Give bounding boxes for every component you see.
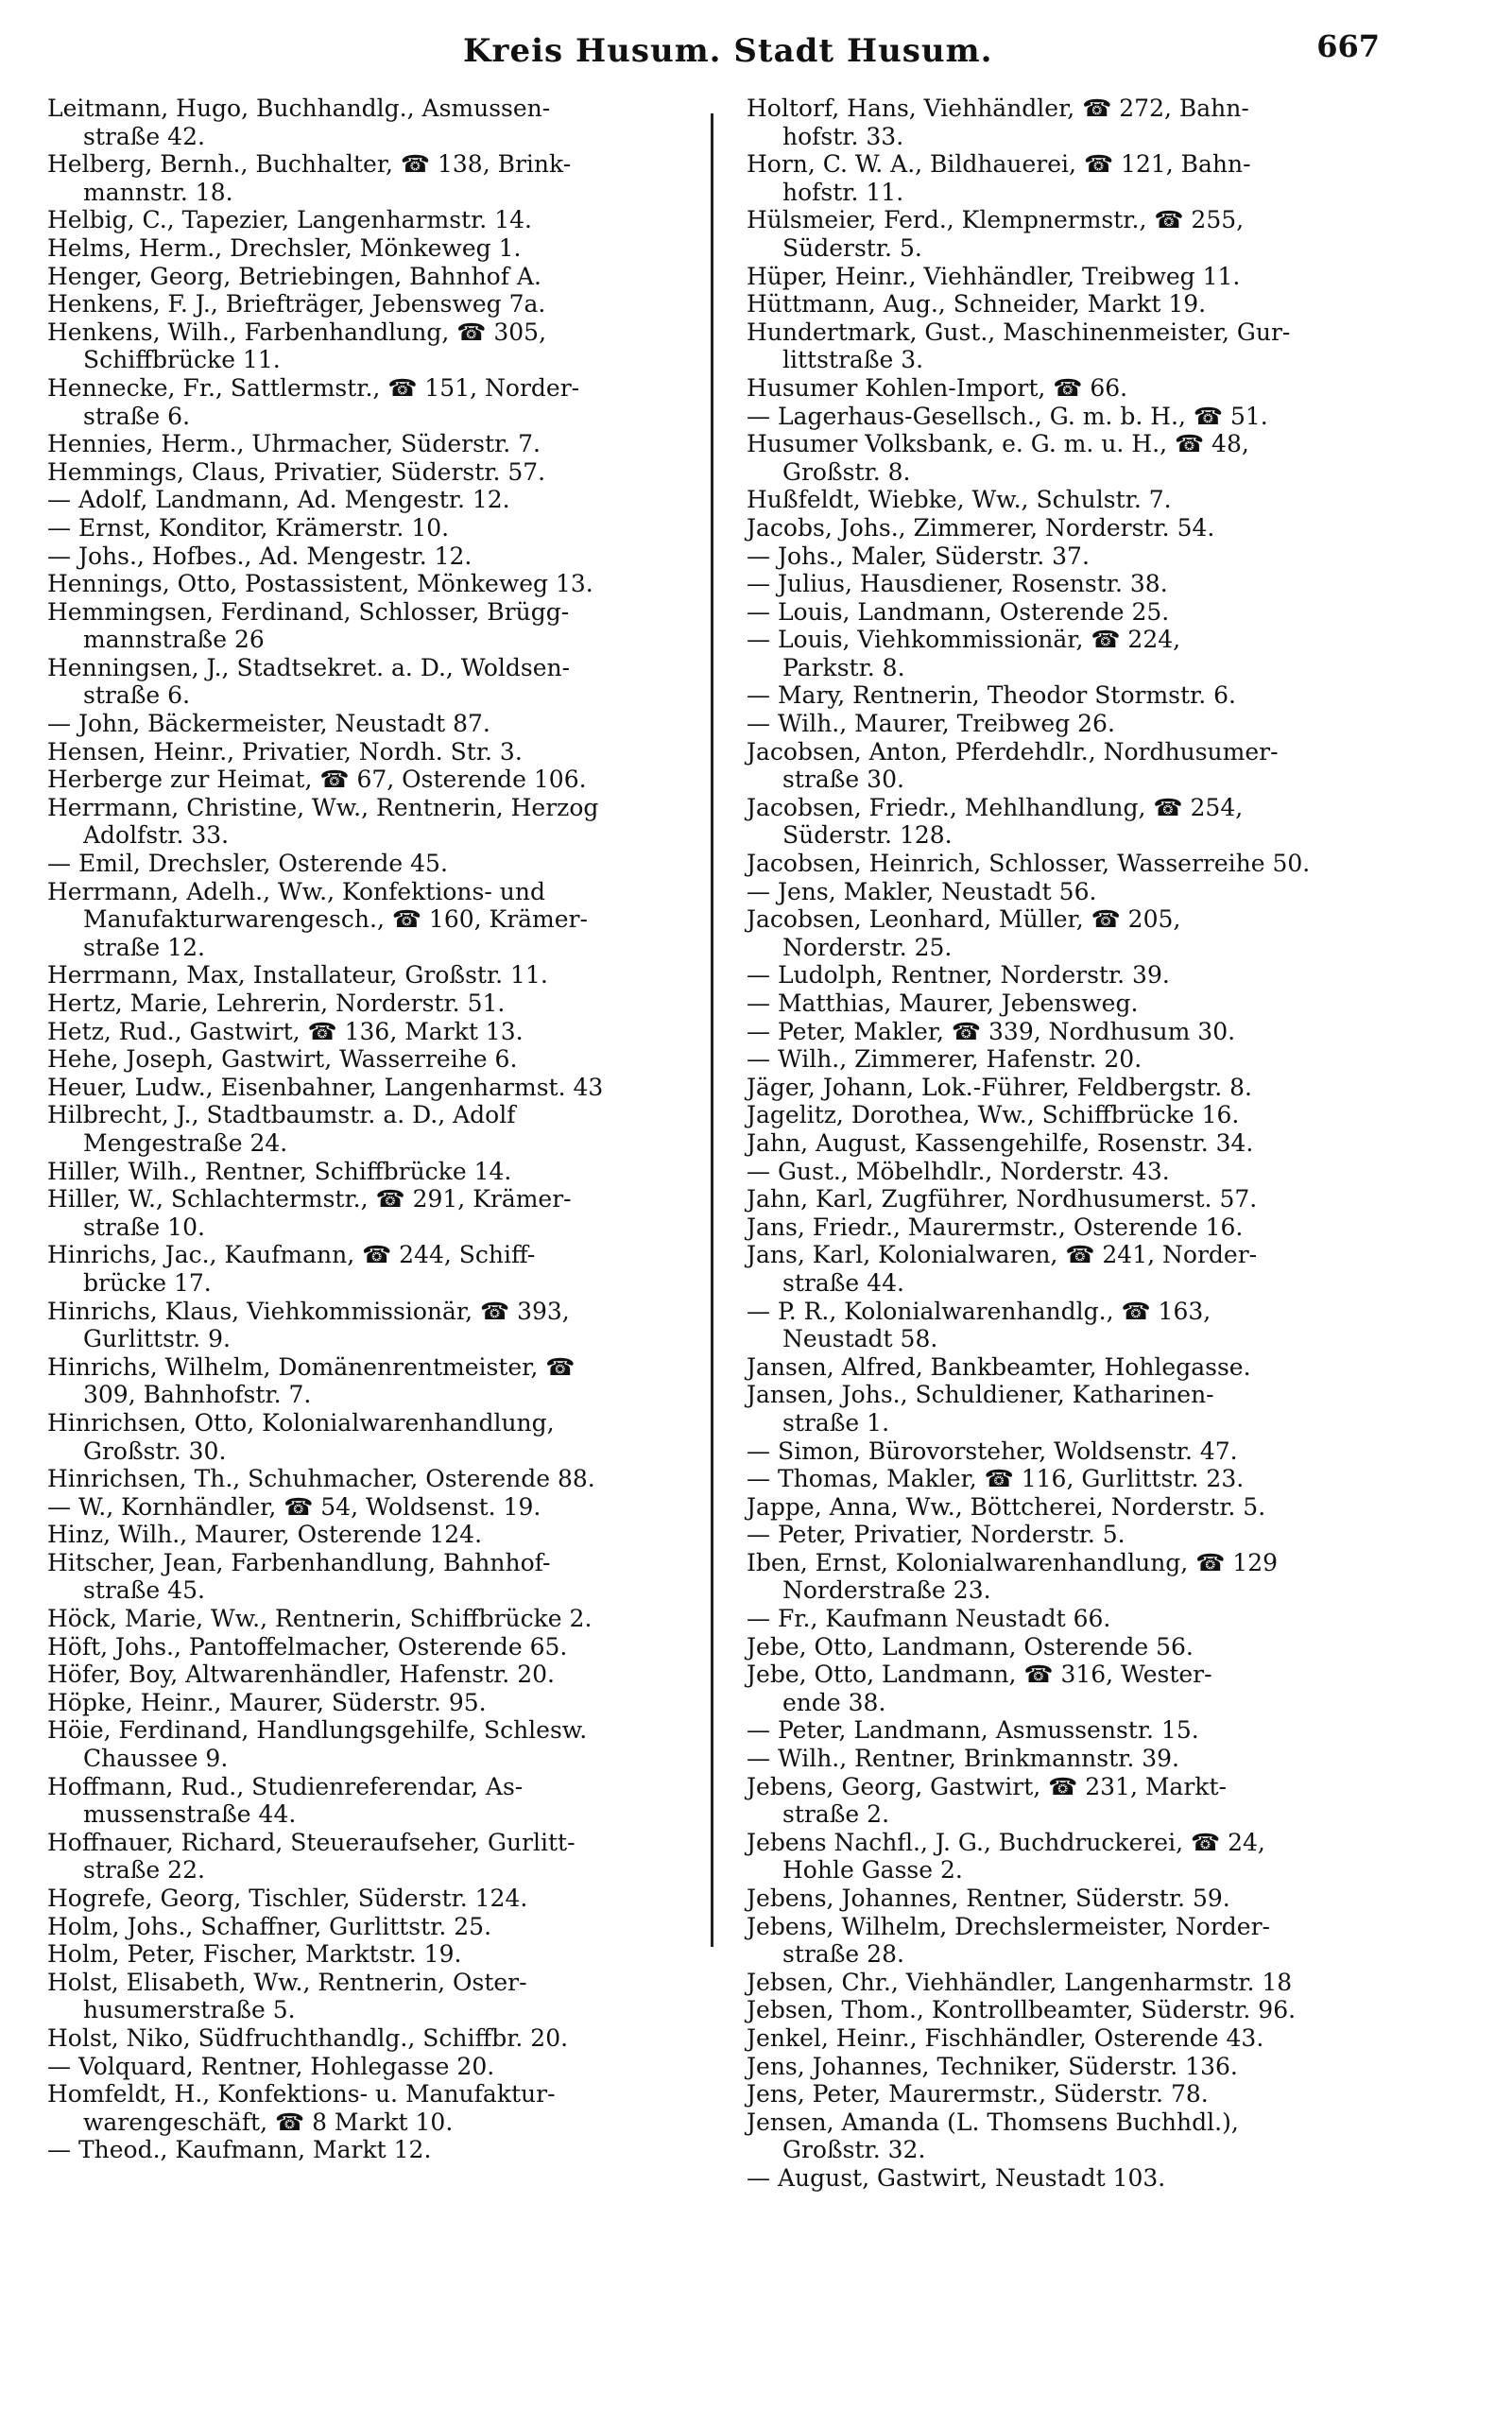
directory-entry (47, 1549, 709, 1605)
entry-text: Husumer Volksbank, e. G. m. u. H., ☎ 48, (747, 430, 1249, 458)
directory-entry (47, 486, 709, 514)
directory-entry (47, 514, 709, 542)
directory-entry (747, 1549, 1408, 1605)
entry-text: Jans, Karl, Kolonialwaren, ☎ 241, Norder- (747, 1241, 1258, 1269)
entry-continuation: straße 10. (83, 1213, 205, 1241)
directory-entry (47, 738, 709, 766)
directory-entry (47, 206, 709, 234)
entry-text: — Adolf, Landmann, Ad. Mengestr. 12. (47, 486, 510, 514)
entry-text: Jahn, Karl, Zugführer, Nordhusumerst. 57. (747, 1185, 1258, 1214)
entry-continuation: mannstr. 18. (83, 178, 233, 206)
entry-text: Jebens, Johannes, Rentner, Süderstr. 59. (747, 1885, 1230, 1912)
entry-text: Hülsmeier, Ferd., Klempnermstr., ☎ 255, (747, 206, 1245, 234)
entry-text: — Julius, Hausdiener, Rosenstr. 38. (747, 570, 1168, 598)
directory-entry (747, 1158, 1408, 1186)
directory-entry (747, 1129, 1408, 1158)
entry-text: Hoffnauer, Richard, Steueraufseher, Gurlitt- (47, 1828, 576, 1856)
page-title: Kreis Husum. Stadt Husum. (463, 32, 993, 70)
entry-continuation: Gurlittstr. 9. (83, 1325, 231, 1353)
entry-text: — Matthias, Maurer, Jebensweg. (747, 990, 1139, 1017)
entry-text: Hensen, Heinr., Privatier, Nordh. Str. 3. (47, 737, 523, 766)
entry-text: — John, Bäckermeister, Neustadt 87. (47, 710, 490, 738)
directory-entry (747, 850, 1408, 878)
entry-continuation: Großstr. 30. (83, 1437, 227, 1465)
directory-entry (47, 1829, 709, 1885)
entry-text: — Volquard, Rentner, Hohlegasse 20. (47, 2052, 495, 2080)
entry-text: — Johs., Maler, Süderstr. 37. (747, 542, 1090, 570)
entry-continuation: littstraße 3. (782, 346, 924, 374)
directory-entry (47, 2024, 709, 2053)
entry-text: — Peter, Makler, ☎ 339, Nordhusum 30. (747, 1017, 1236, 1045)
directory-entry (47, 1661, 709, 1689)
entry-text: Höie, Ferdinand, Handlungsgehilfe, Schlesw. (47, 1716, 588, 1745)
entry-text: Höft, Johs., Pantoffelmacher, Osterende 65. (47, 1632, 568, 1661)
entry-text: Jebsen, Chr., Viehhändler, Langenharmstr. 18 (747, 1968, 1293, 1996)
directory-entry (47, 374, 709, 430)
entry-text: — Johs., Hofbes., Ad. Mengestr. 12. (47, 542, 472, 570)
directory-entry (47, 234, 709, 263)
entry-text: Holtorf, Hans, Viehhändler, ☎ 272, Bahn- (747, 95, 1249, 122)
entry-text: Leitmann, Hugo, Buchhandlg., Asmussen- (47, 95, 551, 122)
directory-entry (747, 1633, 1408, 1661)
entry-text: Herrmann, Max, Installateur, Großstr. 11. (47, 961, 548, 990)
directory-entry (747, 1101, 1408, 1129)
entry-text: — Thomas, Makler, ☎ 116, Gurlittstr. 23. (747, 1465, 1245, 1493)
entry-text: Holst, Elisabeth, Ww., Rentnerin, Oster- (47, 1968, 527, 1996)
entry-continuation: Mengestraße 24. (83, 1128, 288, 1157)
directory-entry (747, 290, 1408, 318)
entry-text: — Jens, Makler, Neustadt 56. (747, 877, 1097, 905)
directory-entry (47, 2136, 709, 2164)
directory-entry (47, 1465, 709, 1493)
entry-text: Husumer Kohlen-Import, ☎ 66. (747, 373, 1128, 402)
directory-entry (747, 1074, 1408, 1102)
entry-continuation: Parkstr. 8. (782, 653, 905, 681)
directory-entry (747, 514, 1408, 542)
directory-entry (47, 1241, 709, 1297)
entry-text: Hinrichsen, Otto, Kolonialwarenhandlung, (47, 1408, 555, 1437)
directory-entry (47, 150, 709, 206)
entry-text: Hertz, Marie, Lehrerin, Norderstr. 51. (47, 990, 506, 1017)
directory-entry (47, 878, 709, 934)
directory-entry (747, 95, 1408, 150)
directory-entry (47, 766, 709, 794)
directory-entry (47, 1885, 709, 1913)
directory-entry (747, 2024, 1408, 2053)
entry-text: — P. R., Kolonialwarenhandlg., ☎ 163, (747, 1297, 1211, 1325)
entry-text: Hitscher, Jean, Farbenhandlung, Bahnhof- (47, 1548, 551, 1576)
entry-text: Jens, Peter, Maurermstr., Süderstr. 78. (747, 2080, 1209, 2109)
entry-text: — Theod., Kaufmann, Markt 12. (47, 2136, 432, 2164)
entry-text: Hinz, Wilh., Maurer, Osterende 124. (47, 1521, 483, 1549)
entry-text: Iben, Ernst, Kolonialwarenhandlung, ☎ 129 (747, 1548, 1278, 1576)
entry-text: Jebe, Otto, Landmann, Osterende 56. (747, 1632, 1194, 1661)
directory-entry (747, 1716, 1408, 1745)
entry-text: Hennecke, Fr., Sattlermstr., ☎ 151, Norder- (47, 373, 580, 402)
directory-entry (747, 1661, 1408, 1716)
directory-entry (47, 1521, 709, 1549)
entry-text: Jebsen, Thom., Kontrollbeamter, Süderstr. 96. (747, 1996, 1297, 2024)
entry-text: Holm, Peter, Fischer, Marktstr. 19. (47, 1940, 462, 1969)
entry-text: — Wilh., Maurer, Treibweg 26. (747, 710, 1115, 738)
entry-continuation: straße 6. (83, 681, 191, 710)
directory-entry (47, 2053, 709, 2081)
entry-text: — W., Kornhändler, ☎ 54, Woldsenst. 19. (47, 1492, 541, 1521)
entry-text: Hennies, Herm., Uhrmacher, Süderstr. 7. (47, 430, 541, 458)
directory-entry (47, 430, 709, 458)
directory-entry (747, 1885, 1408, 1913)
directory-entry (47, 710, 709, 738)
entry-text: Höfer, Boy, Altwarenhändler, Hafenstr. 20. (47, 1661, 555, 1689)
entry-text: — Louis, Landmann, Osterende 25. (747, 597, 1170, 626)
directory-entry (747, 1493, 1408, 1522)
entry-text: Herberge zur Heimat, ☎ 67, Osterende 106. (47, 766, 587, 794)
directory-entry (47, 1493, 709, 1522)
entry-text: — August, Gastwirt, Neustadt 103. (747, 2163, 1166, 2192)
entry-continuation: straße 1. (782, 1408, 890, 1437)
directory-entry (47, 1353, 709, 1409)
entry-text: — Ludolph, Rentner, Norderstr. 39. (747, 961, 1170, 990)
entry-continuation: 309, Bahnhofstr. 7. (83, 1381, 312, 1409)
entry-continuation: Manufakturwarengesch., ☎ 160, Krämer- (83, 905, 588, 934)
entry-text: Jensen, Amanda (L. Thomsens Buchhdl.), (747, 2108, 1239, 2136)
entry-text: Hehe, Joseph, Gastwirt, Wasserreihe 6. (47, 1045, 518, 1074)
directory-entry (747, 403, 1408, 431)
entry-text: Hemmingsen, Ferdinand, Schlosser, Brügg- (47, 597, 570, 626)
entry-text: Jebens, Georg, Gastwirt, ☎ 231, Markt- (747, 1772, 1227, 1800)
directory-entry (747, 681, 1408, 710)
directory-entry (47, 2080, 709, 2136)
directory-entry (747, 150, 1408, 206)
directory-entry (47, 1074, 709, 1102)
entry-text: — Ernst, Konditor, Krämerstr. 10. (47, 513, 450, 542)
entry-text: Hinrichs, Klaus, Viehkommissionär, ☎ 393, (47, 1297, 570, 1325)
entry-text: Jansen, Alfred, Bankbeamter, Hohlegasse. (747, 1352, 1251, 1381)
directory-entry (747, 794, 1408, 850)
directory-entry (747, 1298, 1408, 1353)
directory-entry (47, 290, 709, 318)
entry-text: Hinrichs, Jac., Kaufmann, ☎ 244, Schiff- (47, 1241, 536, 1269)
entry-continuation: Schiffbrücke 11. (83, 346, 281, 374)
directory-entry (47, 990, 709, 1018)
entry-text: Heuer, Ludw., Eisenbahner, Langenharmst. 43 (47, 1073, 604, 1101)
entry-continuation: straße 44. (782, 1268, 904, 1297)
entry-text: Jebe, Otto, Landmann, ☎ 316, Wester- (747, 1661, 1212, 1689)
entry-text: Helbig, C., Tapezier, Langenharmstr. 14. (47, 206, 532, 234)
entry-continuation: Norderstr. 25. (782, 933, 953, 961)
entry-continuation: straße 6. (83, 402, 191, 430)
directory-entry (47, 1185, 709, 1241)
entry-text: Jacobs, Johs., Zimmerer, Norderstr. 54. (747, 513, 1215, 542)
column-divider (711, 113, 713, 1947)
entry-text: Jebens Nachfl., J. G., Buchdruckerei, ☎ 24, (747, 1828, 1265, 1856)
entry-text: Jebens, Wilhelm, Drechslermeister, Norder- (747, 1912, 1270, 1940)
entry-text: Jacobsen, Anton, Pferdehdlr., Nordhusumer- (747, 737, 1279, 766)
entry-text: — Wilh., Zimmerer, Hafenstr. 20. (747, 1045, 1143, 1074)
directory-entry (747, 1913, 1408, 1969)
directory-entry (47, 961, 709, 990)
directory-entry (747, 598, 1408, 627)
directory-entry (747, 2080, 1408, 2109)
directory-entry (747, 430, 1408, 486)
directory-entry (47, 95, 709, 150)
directory-entry (747, 710, 1408, 738)
entry-continuation: hofstr. 33. (782, 122, 904, 150)
entry-text: Jenkel, Heinr., Fischhändler, Osterende 43. (747, 2023, 1264, 2052)
entry-text: Hetz, Rud., Gastwirt, ☎ 136, Markt 13. (47, 1017, 524, 1045)
page-number: 667 (1316, 28, 1380, 64)
entry-text: Jäger, Johann, Lok.-Führer, Feldbergstr. 8. (747, 1073, 1252, 1101)
entry-continuation: ende 38. (782, 1688, 886, 1716)
entry-text: Hoffmann, Rud., Studienreferendar, As- (47, 1772, 524, 1800)
entry-text: Hiller, Wilh., Rentner, Schiffbrücke 14. (47, 1157, 512, 1185)
entry-text: Hundertmark, Gust., Maschinenmeister, Gur- (747, 318, 1291, 346)
right-column (747, 95, 1408, 2193)
entry-continuation: Norderstraße 23. (782, 1576, 991, 1605)
directory-entry (47, 318, 709, 374)
entry-text: Henningsen, J., Stadtsekret. a. D., Woldsen- (47, 653, 571, 681)
entry-text: — Wilh., Rentner, Brinkmannstr. 39. (747, 1745, 1180, 1773)
entry-text: Helms, Herm., Drechsler, Mönkeweg 1. (47, 233, 522, 262)
directory-entry (47, 934, 709, 962)
directory-entry (47, 794, 709, 850)
entry-text: Hemmings, Claus, Privatier, Süderstr. 57. (47, 457, 546, 486)
directory-entry (747, 1605, 1408, 1633)
directory-entry (47, 1298, 709, 1353)
directory-entry (747, 905, 1408, 961)
entry-continuation: straße 22. (83, 1856, 205, 1885)
directory-entry (747, 318, 1408, 374)
directory-entry (47, 1773, 709, 1829)
directory-entry (747, 486, 1408, 514)
directory-entry (747, 263, 1408, 291)
directory-entry (47, 1409, 709, 1465)
entry-continuation: straße 28. (782, 1940, 904, 1969)
entry-text: — Mary, Rentnerin, Theodor Stormstr. 6. (747, 681, 1236, 710)
entry-continuation: Großstr. 8. (782, 457, 911, 486)
directory-entry (47, 1633, 709, 1661)
directory-entry (747, 1745, 1408, 1773)
entry-continuation: Süderstr. 5. (782, 233, 922, 262)
directory-entry (747, 1214, 1408, 1242)
entry-text: — Fr., Kaufmann Neustadt 66. (747, 1605, 1111, 1633)
entry-text: Homfeldt, H., Konfektions- u. Manufaktur- (47, 2080, 556, 2109)
entry-continuation: Adolfstr. 33. (83, 821, 230, 850)
directory-entry (747, 1437, 1408, 1466)
directory-entry (47, 1045, 709, 1074)
directory-entry (747, 1018, 1408, 1046)
page-header (0, 26, 1512, 74)
directory-entry (47, 1913, 709, 1941)
directory-entry (747, 1773, 1408, 1829)
entry-text: Herrmann, Christine, Ww., Rentnerin, Herzog (47, 793, 599, 821)
directory-entry (47, 1940, 709, 1969)
entry-text: Holm, Johs., Schaffner, Gurlittstr. 25. (47, 1912, 492, 1940)
entry-continuation: straße 30. (782, 766, 904, 794)
entry-text: Hüttmann, Aug., Schneider, Markt 19. (747, 290, 1207, 318)
entry-continuation: warengeschäft, ☎ 8 Markt 10. (83, 2108, 454, 2136)
directory-entry (47, 598, 709, 654)
directory-entry (747, 2109, 1408, 2164)
directory-entry (47, 570, 709, 598)
entry-text: — Emil, Drechsler, Osterende 45. (47, 850, 448, 878)
entry-text: — Gust., Möbelhdlr., Norderstr. 43. (747, 1157, 1170, 1185)
entry-text: Hinrichsen, Th., Schuhmacher, Osterende 88. (47, 1465, 595, 1493)
entry-text: Hinrichs, Wilhelm, Domänenrentmeister, ☎ (47, 1352, 576, 1381)
directory-entry (747, 1521, 1408, 1549)
directory-entry (47, 1716, 709, 1772)
entry-continuation: straße 42. (83, 122, 205, 150)
entry-text: Henkens, F. J., Briefträger, Jebensweg 7a. (47, 290, 546, 318)
entry-continuation: brücke 17. (83, 1268, 212, 1297)
directory-entry (747, 1185, 1408, 1214)
entry-continuation: mannstraße 26 (83, 626, 265, 654)
entry-text: Holst, Niko, Südfruchthandlg., Schiffbr. 20. (47, 2023, 569, 2052)
entry-text: Jagelitz, Dorothea, Ww., Schiffbrücke 16. (747, 1101, 1240, 1129)
directory-entry (747, 1045, 1408, 1074)
entry-continuation: mussenstraße 44. (83, 1800, 297, 1829)
entry-text: Horn, C. W. A., Bildhauerei, ☎ 121, Bahn- (747, 150, 1251, 179)
entry-text: Höpke, Heinr., Maurer, Süderstr. 95. (47, 1688, 487, 1716)
entry-continuation: straße 45. (83, 1576, 205, 1605)
directory-entry (747, 206, 1408, 262)
entry-continuation: husumerstraße 5. (83, 1996, 296, 2024)
entry-text: Jansen, Johs., Schuldiener, Katharinen- (747, 1381, 1214, 1409)
directory-entry (47, 263, 709, 291)
entry-text: Jacobsen, Heinrich, Schlosser, Wasserreihe 50. (747, 850, 1311, 878)
entry-text: Jahn, August, Kassengehilfe, Rosenstr. 34. (747, 1128, 1254, 1157)
entry-continuation: Neustadt 58. (782, 1325, 938, 1353)
directory-entry (47, 1605, 709, 1633)
entry-text: Jacobsen, Leonhard, Müller, ☎ 205, (747, 905, 1181, 934)
entry-continuation: Großstr. 32. (782, 2136, 926, 2164)
directory-entry (747, 1241, 1408, 1297)
entry-text: Hennings, Otto, Postassistent, Mönkeweg 13. (47, 570, 593, 598)
entry-continuation: straße 12. (83, 933, 205, 961)
entry-text: Hußfeldt, Wiebke, Ww., Schulstr. 7. (747, 486, 1172, 514)
entry-continuation: Chaussee 9. (83, 1745, 229, 1773)
entry-text: Herrmann, Adelh., Ww., Konfektions- und (47, 877, 545, 905)
directory-entry (747, 1465, 1408, 1493)
directory-entry (47, 1689, 709, 1717)
directory-entry (47, 542, 709, 571)
entry-text: — Peter, Privatier, Norderstr. 5. (747, 1521, 1125, 1549)
directory-entry (747, 1353, 1408, 1382)
entry-text: Jens, Johannes, Techniker, Süderstr. 136. (747, 2052, 1238, 2080)
entry-text: Jans, Friedr., Maurermstr., Osterende 16. (747, 1213, 1244, 1241)
directory-entry (747, 542, 1408, 571)
directory-entry (47, 458, 709, 487)
directory-entry (747, 570, 1408, 598)
directory-entry (47, 1969, 709, 2024)
entry-text: Jacobsen, Friedr., Mehlhandlung, ☎ 254, (747, 793, 1244, 821)
entry-continuation: Süderstr. 128. (782, 821, 953, 850)
entry-continuation: Hohle Gasse 2. (782, 1856, 963, 1885)
directory-entry (47, 850, 709, 878)
directory-entry (47, 654, 709, 710)
directory-entry (747, 990, 1408, 1018)
entry-text: Helberg, Bernh., Buchhalter, ☎ 138, Brink- (47, 150, 572, 179)
entry-continuation: straße 2. (782, 1800, 890, 1829)
directory-entry (47, 1158, 709, 1186)
entry-continuation: hofstr. 11. (782, 178, 904, 206)
entry-text: Hilbrecht, J., Stadtbaumstr. a. D., Adolf (47, 1101, 516, 1129)
directory-entry (747, 878, 1408, 906)
entry-text: Höck, Marie, Ww., Rentnerin, Schiffbrücke 2. (47, 1605, 593, 1633)
directory-entry (747, 1996, 1408, 2024)
directory-entry (47, 1018, 709, 1046)
entry-text: Jappe, Anna, Ww., Böttcherei, Norderstr. 5. (747, 1492, 1266, 1521)
directory-entry (747, 2164, 1408, 2193)
directory-entry (747, 1829, 1408, 1885)
directory-entry (47, 1101, 709, 1157)
entry-text: — Louis, Viehkommissionär, ☎ 224, (747, 626, 1181, 654)
left-column (47, 95, 709, 2164)
directory-entry (747, 2053, 1408, 2081)
entry-text: Henkens, Wilh., Farbenhandlung, ☎ 305, (47, 318, 547, 346)
entry-text: Hiller, W., Schlachtermstr., ☎ 291, Krämer- (47, 1185, 572, 1214)
directory-entry (747, 738, 1408, 794)
entry-text: Hogrefe, Georg, Tischler, Süderstr. 124. (47, 1885, 528, 1912)
directory-entry (747, 1381, 1408, 1437)
directory-entry (747, 626, 1408, 681)
entry-text: — Peter, Landmann, Asmussenstr. 15. (747, 1716, 1199, 1745)
entry-text: Hüper, Heinr., Viehhändler, Treibweg 11. (747, 262, 1241, 290)
entry-text: — Simon, Bürovorsteher, Woldsenstr. 47. (747, 1437, 1238, 1465)
directory-entry (747, 1969, 1408, 1997)
entry-text: Henger, Georg, Betriebingen, Bahnhof A. (47, 262, 541, 290)
directory-entry (747, 374, 1408, 403)
directory-entry (747, 961, 1408, 990)
entry-text: — Lagerhaus-Gesellsch., G. m. b. H., ☎ 51. (747, 402, 1268, 430)
